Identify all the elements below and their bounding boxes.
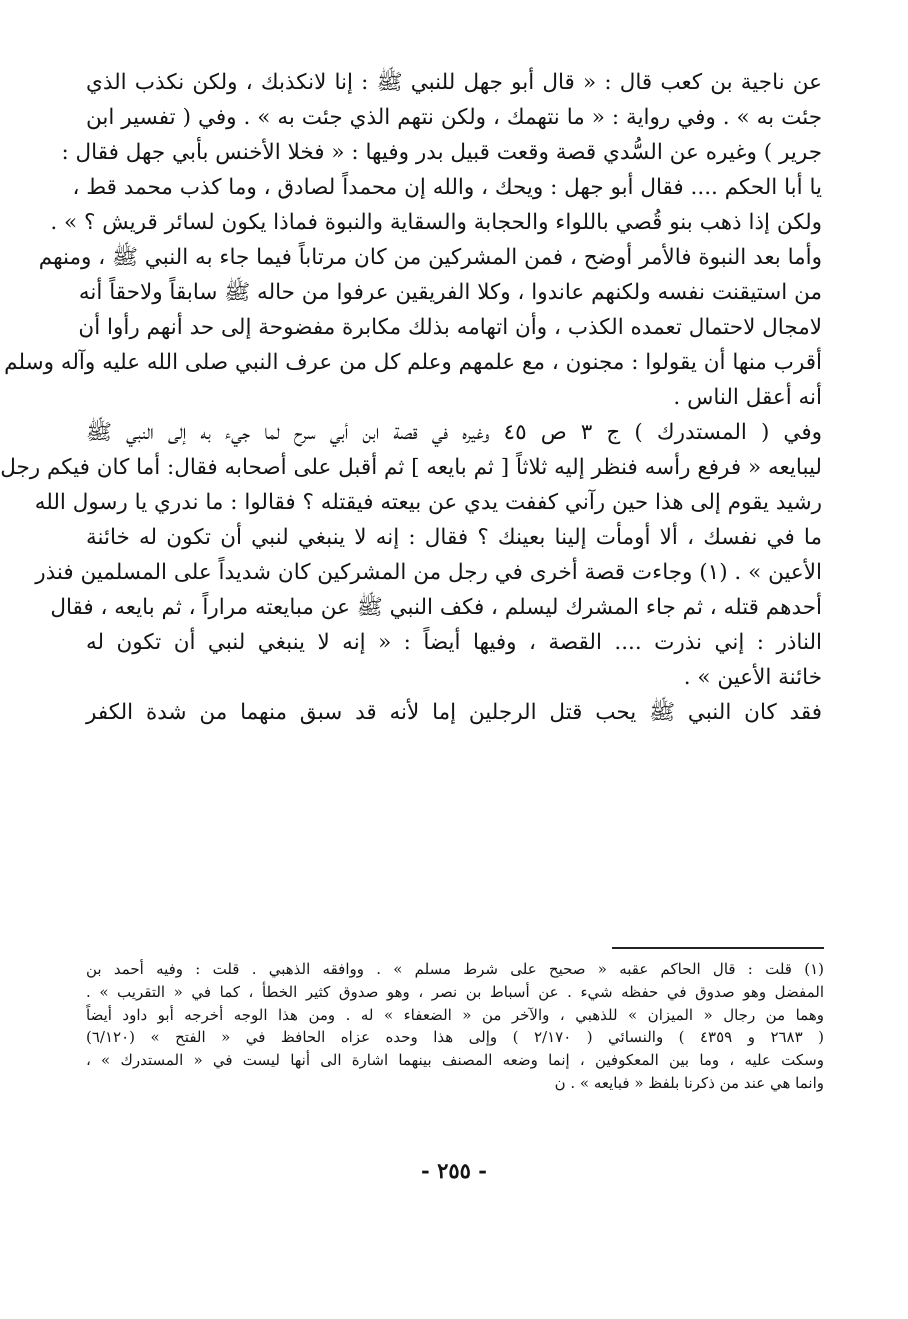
text-line: رشيد يقوم إلى هذا حين رآني كففت يدي عن بيعته فيقتله ؟ فقالوا : ما ندري يا رسول الله [34, 490, 822, 515]
text-line: عن ناجية بن كعب قال : « قال أبو جهل للنبي ﷺ : إنا لانكذبك ، ولكن نكذب الذي [86, 70, 822, 95]
text-line: أحدهم قتله ، ثم جاء المشرك ليسلم ، فكف النبي ﷺ عن مبايعته مراراً ، ثم بايعه ، فقال [50, 595, 822, 620]
text-line: ولكن إذا ذهب بنو قُصي باللواء والحجابة والسقاية والنبوة فماذا يكون لسائر قريش ؟ » . [50, 210, 822, 235]
text-line: أنه أعقل الناس . [673, 385, 822, 410]
footnote-line: المفضل وهو صدوق في حفظه شيء . عن أسباط بن نصر ، وهو صدوق كثير الخطأ ، كما في « التقريب » . [86, 982, 824, 1001]
text-line: أقرب منها أن يقولوا : مجنون ، مع علمهم وعلم كل من عرف النبي صلى الله عليه وآله وسلم [4, 350, 822, 375]
footnote-line: ( ٢٦٨٣ و ٤٣٥٩ ) والنسائي ( ٢/١٧٠ ) وإلى هذا وحده عزاه الحافظ في « الفتح » (٦/١٢٠) [86, 1028, 824, 1047]
text-line: لامجال لاحتمال تعمده الكذب ، وأن اتهامه بذلك مكابرة مفضوحة إلى حد أنهم رأوا أن [78, 315, 822, 340]
page-number [0, 1158, 908, 1183]
text-line: الناذر : إني نذرت .... القصة ، وفيها أيضاً : « إنه لا ينبغي لنبي أن تكون له [86, 630, 822, 655]
text-line: الأعين » . (١) وجاءت قصة أخرى في رجل من المشركين كان شديداً على المسلمين فنذر [35, 560, 822, 585]
text-line: ما في نفسك ، ألا أومأت إلينا بعينك ؟ فقال : إنه لا ينبغي لنبي أن تكون له خائنة [86, 525, 822, 550]
text-line: من استيقنت نفسه ولكنهم عاندوا ، وكلا الفريقين عرفوا من حاله ﷺ سابقاً ولاحقاً أنه [78, 280, 822, 305]
text-line: جرير ) وغيره عن السُّدي قصة وقعت قبيل بدر وفيها : « فخلا الأخنس بأبي جهل فقال : [61, 140, 822, 165]
text-line: فقد كان النبي ﷺ يحب قتل الرجلين إما لأنه قد سبق منهما من شدة الكفر [86, 700, 822, 725]
text-line: خائنة الأعين » . [683, 665, 822, 690]
footnote-line: وهما من رجال « الميزان » للذهبي ، والآخر من « الضعفاء » له . ومن هذا الوجه أخرجه أبو داود أيضاً [86, 1005, 824, 1024]
footnote-divider [612, 947, 824, 949]
text-line: جئت به » . وفي رواية : « ما نتهمك ، ولكن نتهم الذي جئت به » . وفي ( تفسير ابن [86, 105, 822, 130]
footnotes [86, 962, 824, 1099]
main-text [0, 70, 822, 737]
page-number-text: - ٢٥٥ - [421, 1158, 487, 1183]
text-line: يا أبا الحكم .... فقال أبو جهل : ويحك ، والله إن محمداً لصادق ، وما كذب محمد قط ، [72, 175, 822, 200]
footnote-line: وسكت عليه ، وما بين المعكوفين ، إنما وضعه المصنف بينهما اشارة الى أنها ليست في « المستدرك » ، [86, 1051, 824, 1070]
text-line: ليبايعه « فرفع رأسه فنظر إليه ثلاثاً [ ثم بايعه ] ثم أقبل على أصحابه فقال: أما كان فيكم رجل [0, 455, 822, 480]
text-line: وفي ( المستدرك ) ج ٣ ص ٤٥ وغيره في قصة ابن أبي سرح لما جيء به إلى النبي ﷺ [86, 420, 822, 445]
footnote-line: (١) قلت : قال الحاكم عقبه « صحيح على شرط مسلم » . ووافقه الذهبي . قلت : وفيه أحمد بن [86, 960, 824, 978]
footnote-line: وانما هي عند من ذكرنا بلفظ « فبايعه » . ن [554, 1073, 824, 1092]
text-line: وأما بعد النبوة فالأمر أوضح ، فمن المشركين من كان مرتاباً فيما جاء به النبي ﷺ ، ومنهم [38, 245, 822, 270]
